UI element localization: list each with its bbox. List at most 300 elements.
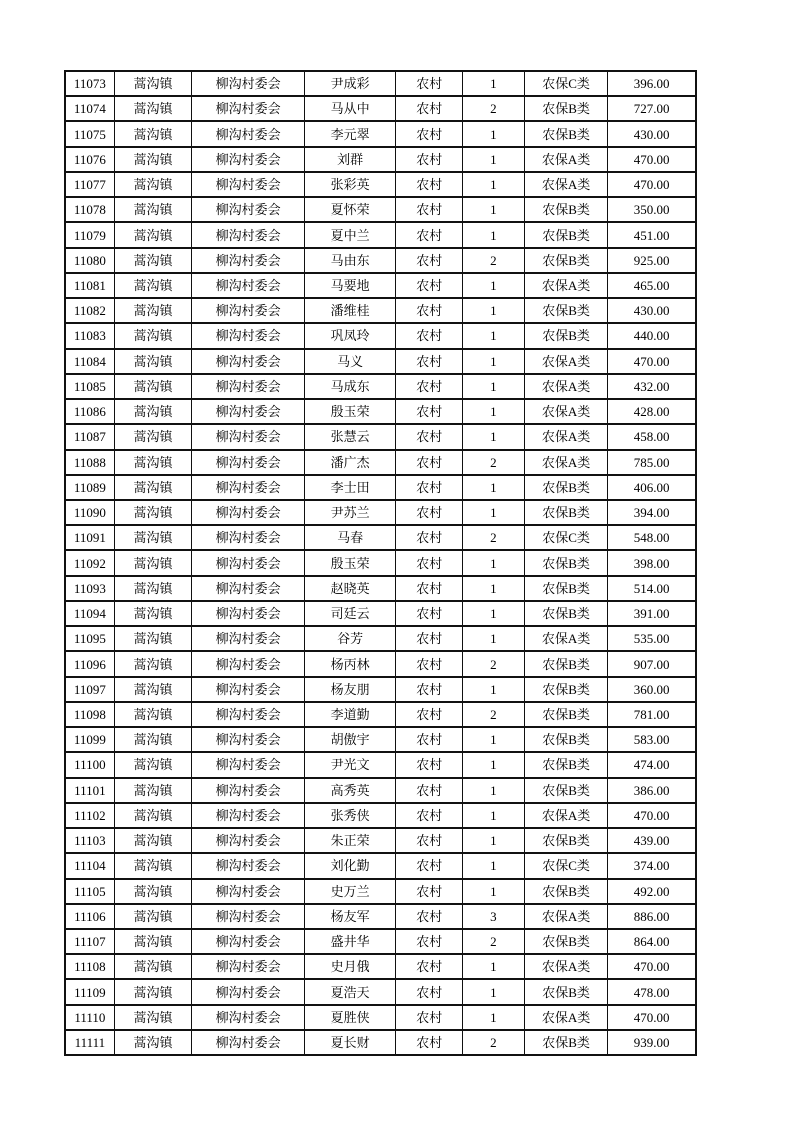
cell-insurance-category: 农保B类	[525, 678, 609, 701]
cell-residence-type: 农村	[396, 148, 463, 171]
cell-town: 蒿沟镇	[115, 627, 193, 650]
cell-serial-number: 11081	[66, 274, 115, 297]
cell-residence-type: 农村	[396, 299, 463, 322]
cell-serial-number: 11085	[66, 375, 115, 398]
cell-person-name: 张慧云	[305, 425, 397, 448]
cell-serial-number: 11107	[66, 930, 115, 953]
cell-village-committee: 柳沟村委会	[192, 375, 304, 398]
cell-residence-type: 农村	[396, 602, 463, 625]
cell-town: 蒿沟镇	[115, 602, 193, 625]
cell-insurance-category: 农保B类	[525, 753, 609, 776]
cell-amount: 360.00	[633, 681, 670, 697]
cell-amount: 470.00	[633, 1009, 670, 1025]
cell-village-committee: 柳沟村委会	[192, 930, 304, 953]
cell-person-count: 1	[463, 804, 525, 827]
cell-town: 蒿沟镇	[115, 728, 193, 751]
cell-village-committee: 柳沟村委会	[192, 577, 304, 600]
cell-amount: 350.00	[633, 202, 670, 218]
cell-town: 蒿沟镇	[115, 905, 193, 928]
cell-town: 蒿沟镇	[115, 753, 193, 776]
cell-village-committee: 柳沟村委会	[192, 425, 304, 448]
cell-amount: 428.00	[633, 404, 670, 420]
cell-village-committee: 柳沟村委会	[192, 122, 304, 145]
cell-serial-number: 11079	[66, 223, 115, 246]
cell-person-count: 1	[463, 880, 525, 903]
cell-serial-number: 11080	[66, 249, 115, 272]
cell-serial-number: 11100	[66, 753, 115, 776]
cell-town: 蒿沟镇	[115, 425, 193, 448]
cell-person-name: 马要地	[305, 274, 397, 297]
cell-person-count: 2	[463, 451, 525, 474]
cell-insurance-category: 农保B类	[525, 980, 609, 1003]
cell-town: 蒿沟镇	[115, 678, 193, 701]
cell-residence-type: 农村	[396, 955, 463, 978]
cell-person-count: 1	[463, 551, 525, 574]
cell-amount: 430.00	[633, 126, 670, 142]
table-row	[66, 955, 695, 980]
table-row	[66, 753, 695, 778]
cell-residence-type: 农村	[396, 526, 463, 549]
cell-insurance-category: 农保A类	[525, 274, 609, 297]
cell-residence-type: 农村	[396, 249, 463, 272]
cell-person-name: 殷玉荣	[305, 551, 397, 574]
cell-person-name: 李元翠	[305, 122, 397, 145]
table-row	[66, 476, 695, 501]
table-row	[66, 148, 695, 173]
cell-residence-type: 农村	[396, 551, 463, 574]
cell-residence-type: 农村	[396, 451, 463, 474]
cell-village-committee: 柳沟村委会	[192, 97, 304, 120]
cell-serial-number: 11093	[66, 577, 115, 600]
cell-village-committee: 柳沟村委会	[192, 728, 304, 751]
cell-person-name: 尹成彩	[305, 72, 397, 95]
cell-person-count: 1	[463, 375, 525, 398]
cell-serial-number: 11103	[66, 829, 115, 852]
cell-residence-type: 农村	[396, 652, 463, 675]
cell-serial-number: 11074	[66, 97, 115, 120]
cell-amount: 391.00	[633, 606, 670, 622]
cell-amount: 470.00	[633, 353, 670, 369]
cell-residence-type: 农村	[396, 930, 463, 953]
cell-residence-type: 农村	[396, 804, 463, 827]
table-row	[66, 97, 695, 122]
cell-amount: 406.00	[633, 479, 670, 495]
table-row	[66, 173, 695, 198]
table-row	[66, 551, 695, 576]
cell-person-count: 1	[463, 400, 525, 423]
table-row	[66, 880, 695, 905]
cell-serial-number: 11101	[66, 779, 115, 802]
table-row	[66, 804, 695, 829]
cell-insurance-category: 农保B类	[525, 249, 609, 272]
cell-town: 蒿沟镇	[115, 501, 193, 524]
table-row	[66, 854, 695, 879]
cell-insurance-category: 农保B类	[525, 122, 609, 145]
cell-insurance-category: 农保A类	[525, 375, 609, 398]
cell-amount: 439.00	[633, 833, 670, 849]
cell-person-count: 2	[463, 930, 525, 953]
cell-person-count: 1	[463, 1006, 525, 1029]
cell-person-count: 2	[463, 652, 525, 675]
cell-village-committee: 柳沟村委会	[192, 148, 304, 171]
cell-village-committee: 柳沟村委会	[192, 223, 304, 246]
cell-insurance-category: 农保A类	[525, 905, 609, 928]
cell-village-committee: 柳沟村委会	[192, 451, 304, 474]
table-row	[66, 1006, 695, 1031]
cell-serial-number: 11091	[66, 526, 115, 549]
cell-residence-type: 农村	[396, 753, 463, 776]
cell-serial-number: 11095	[66, 627, 115, 650]
cell-serial-number: 11073	[66, 72, 115, 95]
cell-amount: 514.00	[633, 580, 670, 596]
cell-insurance-category: 农保A类	[525, 627, 609, 650]
cell-village-committee: 柳沟村委会	[192, 324, 304, 347]
cell-insurance-category: 农保A类	[525, 148, 609, 171]
cell-person-count: 1	[463, 980, 525, 1003]
cell-residence-type: 农村	[396, 97, 463, 120]
table-row	[66, 652, 695, 677]
cell-town: 蒿沟镇	[115, 451, 193, 474]
cell-amount: 492.00	[633, 883, 670, 899]
cell-insurance-category: 农保A类	[525, 955, 609, 978]
cell-person-name: 朱正荣	[305, 829, 397, 852]
cell-insurance-category: 农保B类	[525, 703, 609, 726]
cell-village-committee: 柳沟村委会	[192, 350, 304, 373]
cell-residence-type: 农村	[396, 324, 463, 347]
cell-residence-type: 农村	[396, 880, 463, 903]
cell-serial-number: 11083	[66, 324, 115, 347]
cell-person-name: 李道勤	[305, 703, 397, 726]
cell-person-count: 3	[463, 905, 525, 928]
cell-town: 蒿沟镇	[115, 274, 193, 297]
cell-amount: 474.00	[633, 757, 670, 773]
cell-person-name: 李士田	[305, 476, 397, 499]
cell-serial-number: 11102	[66, 804, 115, 827]
cell-person-name: 夏长财	[305, 1031, 397, 1054]
cell-person-name: 夏浩天	[305, 980, 397, 1003]
cell-village-committee: 柳沟村委会	[192, 980, 304, 1003]
cell-town: 蒿沟镇	[115, 198, 193, 221]
cell-town: 蒿沟镇	[115, 526, 193, 549]
cell-person-count: 2	[463, 703, 525, 726]
cell-amount: 470.00	[633, 177, 670, 193]
cell-person-count: 1	[463, 501, 525, 524]
cell-village-committee: 柳沟村委会	[192, 1031, 304, 1054]
cell-serial-number: 11089	[66, 476, 115, 499]
cell-residence-type: 农村	[396, 400, 463, 423]
cell-person-count: 1	[463, 627, 525, 650]
table-row	[66, 198, 695, 223]
cell-residence-type: 农村	[396, 854, 463, 877]
cell-residence-type: 农村	[396, 501, 463, 524]
cell-serial-number: 11104	[66, 854, 115, 877]
cell-insurance-category: 农保A类	[525, 451, 609, 474]
cell-town: 蒿沟镇	[115, 1031, 193, 1054]
cell-insurance-category: 农保A类	[525, 400, 609, 423]
cell-person-name: 夏胜侠	[305, 1006, 397, 1029]
table-row	[66, 728, 695, 753]
cell-serial-number: 11094	[66, 602, 115, 625]
cell-person-count: 1	[463, 148, 525, 171]
cell-residence-type: 农村	[396, 375, 463, 398]
cell-town: 蒿沟镇	[115, 551, 193, 574]
cell-insurance-category: 农保B类	[525, 779, 609, 802]
cell-serial-number: 11087	[66, 425, 115, 448]
cell-town: 蒿沟镇	[115, 223, 193, 246]
cell-person-name: 潘维桂	[305, 299, 397, 322]
cell-person-count: 1	[463, 122, 525, 145]
cell-amount: 925.00	[633, 252, 670, 268]
cell-insurance-category: 农保B类	[525, 577, 609, 600]
cell-person-count: 2	[463, 1031, 525, 1054]
cell-residence-type: 农村	[396, 703, 463, 726]
cell-village-committee: 柳沟村委会	[192, 955, 304, 978]
cell-amount: 398.00	[633, 555, 670, 571]
cell-amount: 440.00	[633, 328, 670, 344]
cell-town: 蒿沟镇	[115, 97, 193, 120]
cell-insurance-category: 农保B类	[525, 1031, 609, 1054]
table-row	[66, 627, 695, 652]
cell-town: 蒿沟镇	[115, 829, 193, 852]
cell-amount: 470.00	[633, 151, 670, 167]
cell-person-name: 潘广杰	[305, 451, 397, 474]
cell-person-count: 1	[463, 753, 525, 776]
cell-amount: 451.00	[633, 227, 670, 243]
cell-town: 蒿沟镇	[115, 375, 193, 398]
table-row	[66, 451, 695, 476]
cell-residence-type: 农村	[396, 1006, 463, 1029]
cell-person-count: 2	[463, 249, 525, 272]
cell-village-committee: 柳沟村委会	[192, 753, 304, 776]
cell-village-committee: 柳沟村委会	[192, 400, 304, 423]
cell-person-name: 杨友军	[305, 905, 397, 928]
cell-amount: 535.00	[633, 631, 670, 647]
cell-town: 蒿沟镇	[115, 350, 193, 373]
cell-person-count: 1	[463, 602, 525, 625]
cell-amount: 785.00	[633, 454, 670, 470]
cell-person-name: 谷芳	[305, 627, 397, 650]
cell-person-name: 赵晓英	[305, 577, 397, 600]
cell-town: 蒿沟镇	[115, 955, 193, 978]
cell-town: 蒿沟镇	[115, 880, 193, 903]
cell-village-committee: 柳沟村委会	[192, 602, 304, 625]
cell-village-committee: 柳沟村委会	[192, 198, 304, 221]
cell-insurance-category: 农保A类	[525, 173, 609, 196]
cell-insurance-category: 农保B类	[525, 501, 609, 524]
cell-person-count: 1	[463, 299, 525, 322]
cell-serial-number: 11098	[66, 703, 115, 726]
cell-amount: 394.00	[633, 505, 670, 521]
cell-town: 蒿沟镇	[115, 299, 193, 322]
cell-village-committee: 柳沟村委会	[192, 1006, 304, 1029]
cell-person-name: 杨友朋	[305, 678, 397, 701]
cell-village-committee: 柳沟村委会	[192, 880, 304, 903]
cell-serial-number: 11088	[66, 451, 115, 474]
cell-person-name: 张秀侠	[305, 804, 397, 827]
cell-insurance-category: 农保B类	[525, 97, 609, 120]
table-row	[66, 779, 695, 804]
cell-village-committee: 柳沟村委会	[192, 703, 304, 726]
cell-serial-number: 11078	[66, 198, 115, 221]
cell-amount: 478.00	[633, 984, 670, 1000]
cell-town: 蒿沟镇	[115, 148, 193, 171]
cell-amount: 864.00	[633, 934, 670, 950]
cell-insurance-category: 农保A类	[525, 425, 609, 448]
cell-insurance-category: 农保B类	[525, 198, 609, 221]
cell-person-name: 殷玉荣	[305, 400, 397, 423]
cell-town: 蒿沟镇	[115, 980, 193, 1003]
cell-person-count: 1	[463, 476, 525, 499]
cell-amount: 458.00	[633, 429, 670, 445]
cell-serial-number: 11090	[66, 501, 115, 524]
cell-amount: 907.00	[633, 656, 670, 672]
cell-amount: 432.00	[633, 378, 670, 394]
cell-person-name: 刘群	[305, 148, 397, 171]
cell-town: 蒿沟镇	[115, 476, 193, 499]
cell-person-name: 夏中兰	[305, 223, 397, 246]
table-row	[66, 249, 695, 274]
cell-amount: 886.00	[633, 908, 670, 924]
table-row	[66, 930, 695, 955]
cell-person-count: 2	[463, 97, 525, 120]
cell-serial-number: 11106	[66, 905, 115, 928]
table-row	[66, 223, 695, 248]
cell-village-committee: 柳沟村委会	[192, 678, 304, 701]
cell-person-count: 1	[463, 955, 525, 978]
cell-residence-type: 农村	[396, 829, 463, 852]
cell-person-count: 1	[463, 728, 525, 751]
cell-insurance-category: 农保B类	[525, 829, 609, 852]
table-row	[66, 350, 695, 375]
cell-insurance-category: 农保A类	[525, 1006, 609, 1029]
cell-town: 蒿沟镇	[115, 173, 193, 196]
cell-person-count: 1	[463, 72, 525, 95]
cell-village-committee: 柳沟村委会	[192, 476, 304, 499]
cell-person-name: 盛井华	[305, 930, 397, 953]
cell-person-name: 杨丙林	[305, 652, 397, 675]
table-row	[66, 324, 695, 349]
cell-town: 蒿沟镇	[115, 854, 193, 877]
cell-person-name: 胡傲宇	[305, 728, 397, 751]
cell-village-committee: 柳沟村委会	[192, 652, 304, 675]
cell-serial-number: 11077	[66, 173, 115, 196]
cell-serial-number: 11109	[66, 980, 115, 1003]
cell-insurance-category: 农保B类	[525, 299, 609, 322]
cell-village-committee: 柳沟村委会	[192, 627, 304, 650]
cell-village-committee: 柳沟村委会	[192, 829, 304, 852]
table-row	[66, 1031, 695, 1054]
table-row	[66, 703, 695, 728]
table-row	[66, 829, 695, 854]
table-row	[66, 526, 695, 551]
cell-town: 蒿沟镇	[115, 249, 193, 272]
cell-person-name: 马春	[305, 526, 397, 549]
cell-person-count: 1	[463, 577, 525, 600]
cell-residence-type: 农村	[396, 678, 463, 701]
table-row	[66, 274, 695, 299]
cell-serial-number: 11097	[66, 678, 115, 701]
cell-amount: 727.00	[633, 101, 670, 117]
cell-village-committee: 柳沟村委会	[192, 173, 304, 196]
cell-insurance-category: 农保B类	[525, 602, 609, 625]
cell-town: 蒿沟镇	[115, 930, 193, 953]
cell-residence-type: 农村	[396, 980, 463, 1003]
cell-residence-type: 农村	[396, 627, 463, 650]
cell-person-count: 1	[463, 779, 525, 802]
cell-town: 蒿沟镇	[115, 652, 193, 675]
cell-residence-type: 农村	[396, 577, 463, 600]
cell-amount: 470.00	[633, 807, 670, 823]
cell-person-name: 马从中	[305, 97, 397, 120]
cell-residence-type: 农村	[396, 274, 463, 297]
table-row	[66, 501, 695, 526]
cell-insurance-category: 农保B类	[525, 930, 609, 953]
table-row	[66, 678, 695, 703]
benefits-table	[64, 70, 697, 1056]
cell-person-count: 1	[463, 829, 525, 852]
cell-person-name: 张彩英	[305, 173, 397, 196]
cell-village-committee: 柳沟村委会	[192, 274, 304, 297]
cell-serial-number: 11096	[66, 652, 115, 675]
table-row	[66, 72, 695, 97]
cell-residence-type: 农村	[396, 223, 463, 246]
cell-residence-type: 农村	[396, 72, 463, 95]
table-row	[66, 299, 695, 324]
cell-person-count: 1	[463, 173, 525, 196]
cell-person-count: 2	[463, 526, 525, 549]
cell-town: 蒿沟镇	[115, 400, 193, 423]
cell-person-name: 马成东	[305, 375, 397, 398]
cell-town: 蒿沟镇	[115, 577, 193, 600]
cell-insurance-category: 农保B类	[525, 476, 609, 499]
cell-amount: 430.00	[633, 303, 670, 319]
cell-town: 蒿沟镇	[115, 703, 193, 726]
cell-person-name: 司廷云	[305, 602, 397, 625]
cell-village-committee: 柳沟村委会	[192, 551, 304, 574]
table-row	[66, 425, 695, 450]
cell-serial-number: 11086	[66, 400, 115, 423]
cell-person-count: 1	[463, 350, 525, 373]
cell-amount: 465.00	[633, 277, 670, 293]
cell-serial-number: 11082	[66, 299, 115, 322]
table-row	[66, 905, 695, 930]
cell-amount: 548.00	[633, 530, 670, 546]
cell-residence-type: 农村	[396, 476, 463, 499]
cell-residence-type: 农村	[396, 122, 463, 145]
cell-amount: 386.00	[633, 782, 670, 798]
cell-amount: 374.00	[633, 858, 670, 874]
cell-residence-type: 农村	[396, 1031, 463, 1054]
cell-person-count: 1	[463, 223, 525, 246]
cell-insurance-category: 农保B类	[525, 551, 609, 574]
cell-town: 蒿沟镇	[115, 804, 193, 827]
cell-person-count: 1	[463, 274, 525, 297]
cell-insurance-category: 农保C类	[525, 72, 609, 95]
cell-insurance-category: 农保B类	[525, 652, 609, 675]
cell-residence-type: 农村	[396, 173, 463, 196]
cell-person-name: 史月俄	[305, 955, 397, 978]
cell-insurance-category: 农保A类	[525, 350, 609, 373]
cell-town: 蒿沟镇	[115, 324, 193, 347]
table-row	[66, 602, 695, 627]
table-row	[66, 980, 695, 1005]
cell-insurance-category: 农保C类	[525, 526, 609, 549]
cell-serial-number: 11084	[66, 350, 115, 373]
cell-residence-type: 农村	[396, 728, 463, 751]
cell-insurance-category: 农保B类	[525, 880, 609, 903]
cell-person-name: 巩凤玲	[305, 324, 397, 347]
cell-town: 蒿沟镇	[115, 72, 193, 95]
